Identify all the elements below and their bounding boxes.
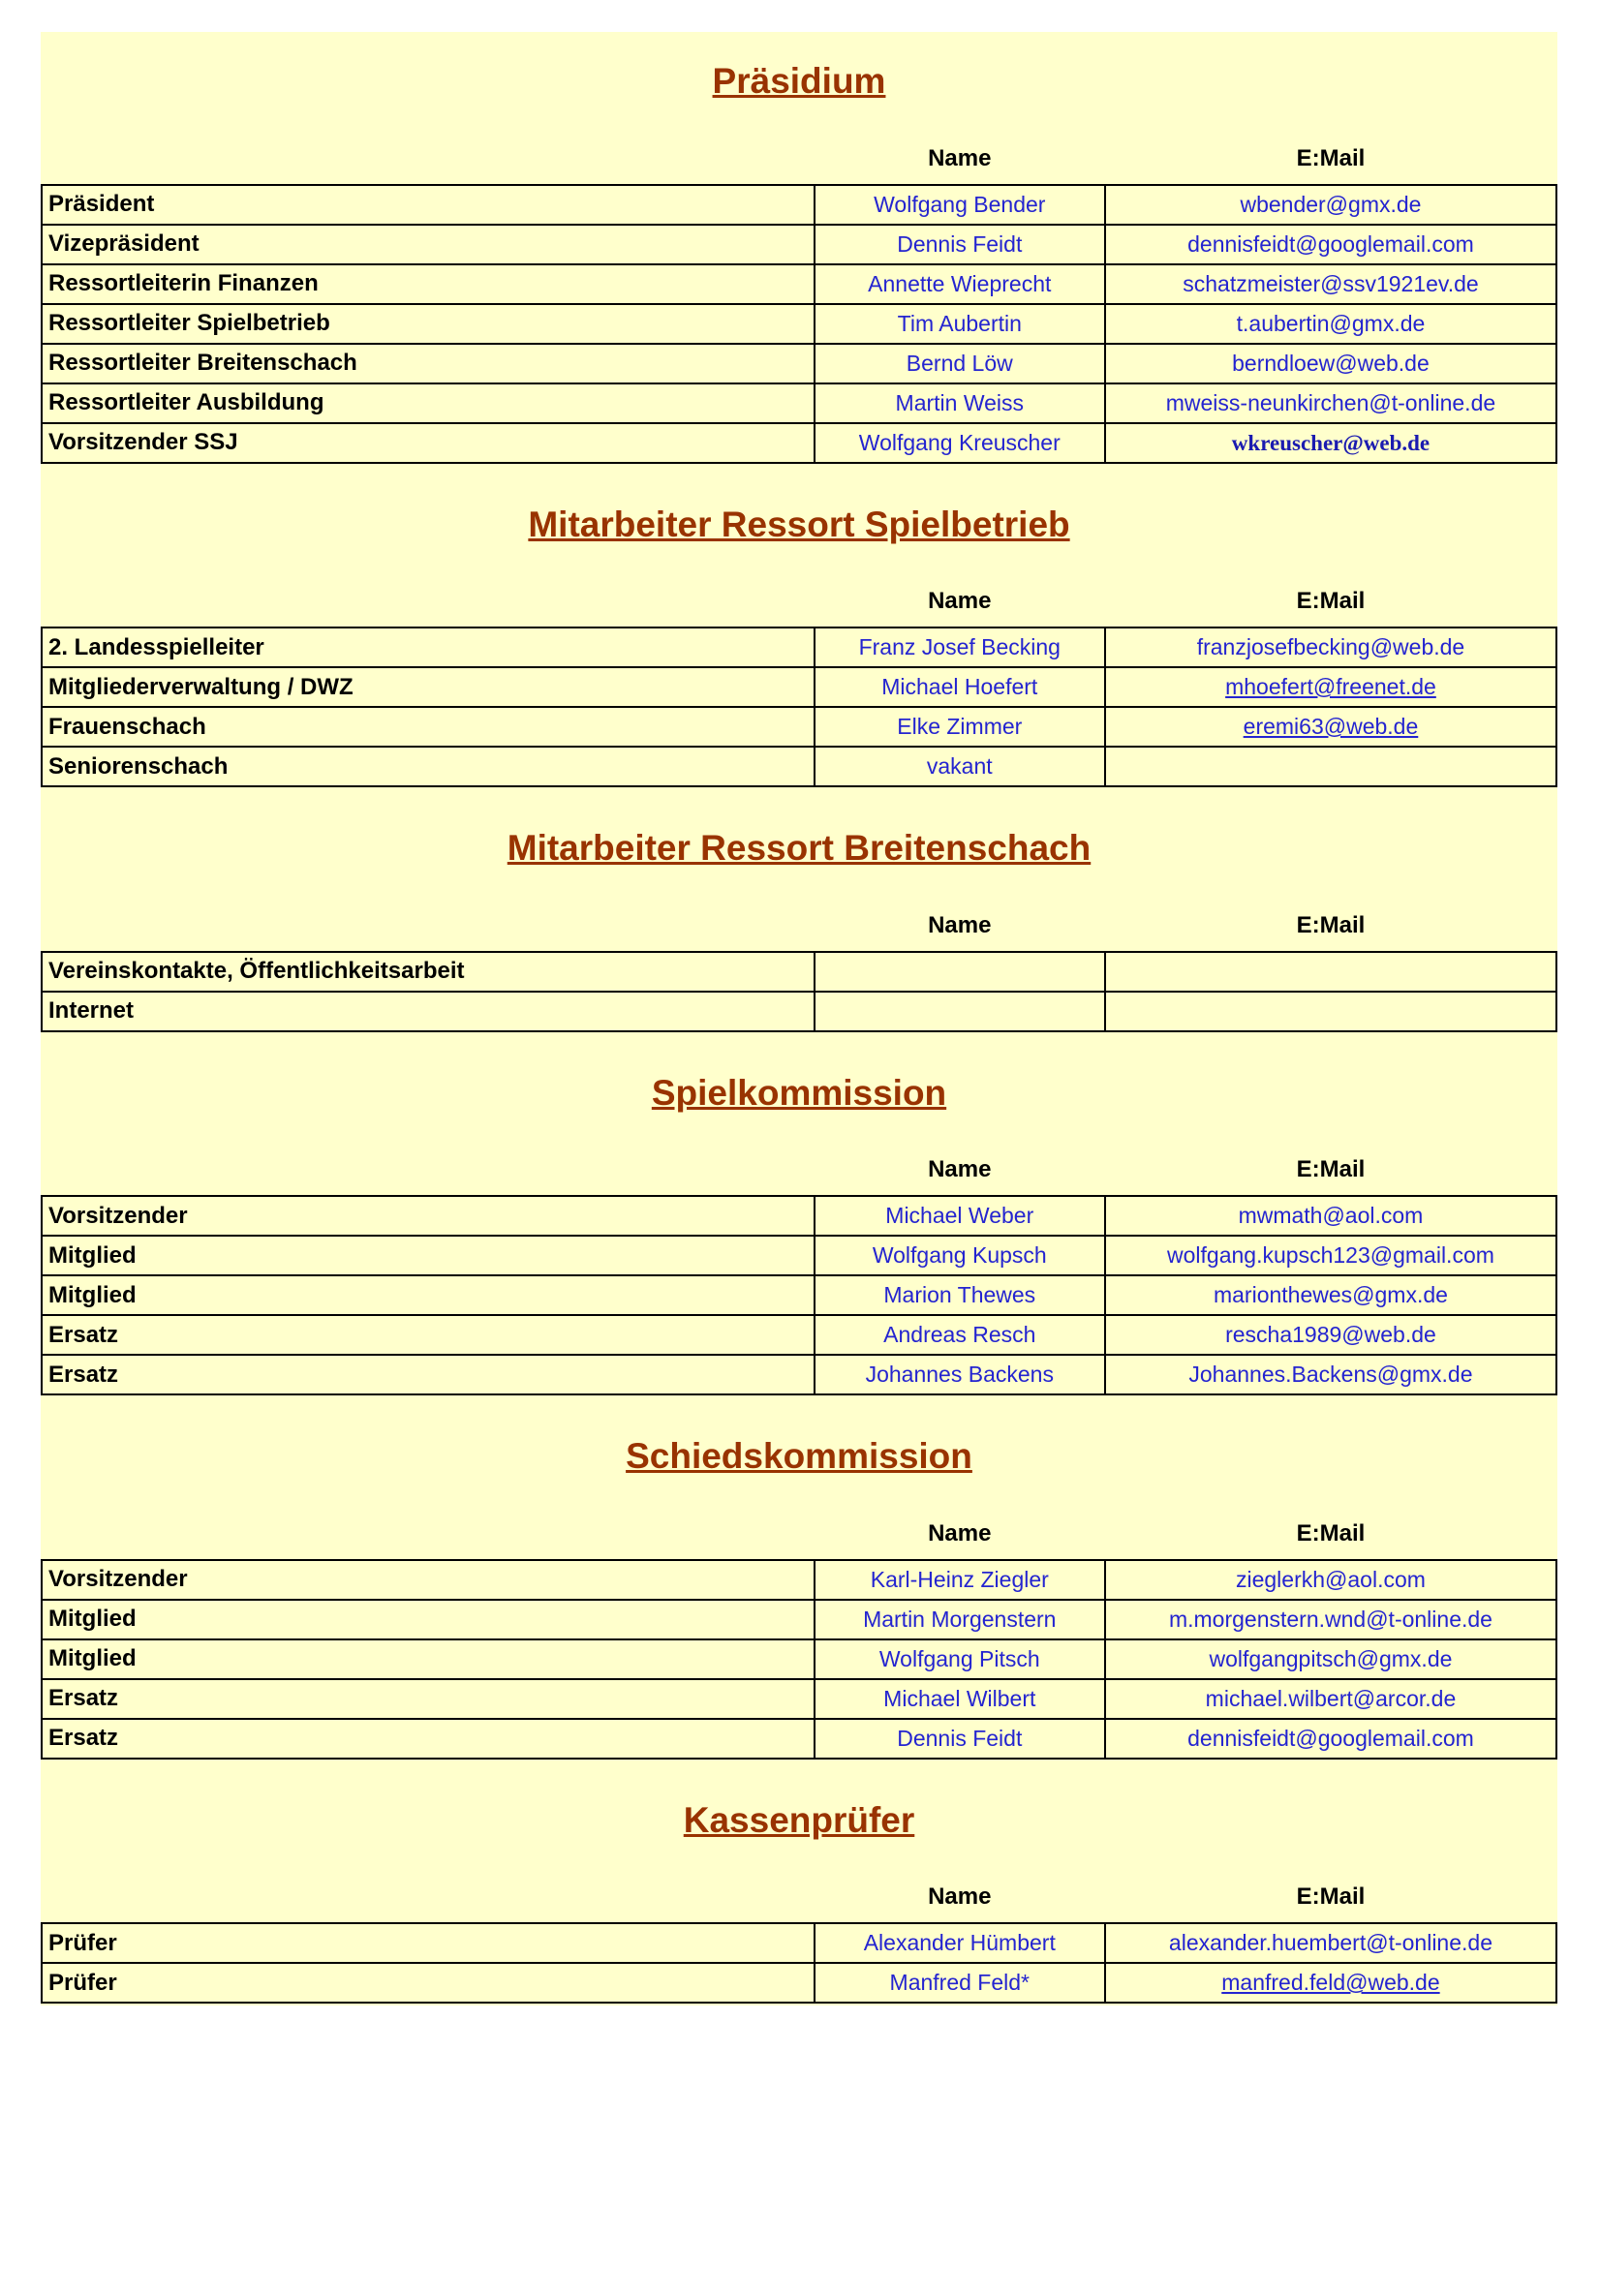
role-cell xyxy=(42,344,815,383)
table-row xyxy=(42,1639,1556,1679)
email-link[interactable]: marionthewes@gmx.de xyxy=(1213,1282,1448,1308)
name-cell xyxy=(815,1236,1105,1275)
section-title: Kassenprüfer xyxy=(683,1799,915,1840)
role-cell xyxy=(42,1923,815,1963)
table-row xyxy=(42,667,1556,707)
role-label: Vorsitzender SSJ xyxy=(48,429,238,456)
name-cell xyxy=(815,1719,1105,1759)
email-link[interactable]: dennisfeidt@googlemail.com xyxy=(1187,230,1474,257)
member-name: Martin Weiss xyxy=(895,389,1025,415)
role-label: Mitglied xyxy=(48,1606,137,1633)
column-header-email: E:Mail xyxy=(1296,588,1366,615)
column-header-name: Name xyxy=(928,1156,992,1183)
email-cell xyxy=(1105,1275,1556,1315)
table-row xyxy=(42,264,1556,304)
role-label: Ersatz xyxy=(48,1321,119,1348)
member-name: Wolfgang Kupsch xyxy=(872,1242,1047,1269)
role-cell xyxy=(42,1236,815,1275)
member-name: Manfred Feld* xyxy=(889,1970,1031,1996)
section-title: Mitarbeiter Ressort Spielbetrieb xyxy=(528,504,1070,544)
role-label: Vorsitzender xyxy=(48,1566,188,1593)
email-link[interactable]: eremi63@web.de xyxy=(1243,714,1419,740)
table-row xyxy=(42,1560,1556,1600)
role-cell xyxy=(42,1963,815,2003)
email-cell xyxy=(1105,707,1556,747)
section xyxy=(41,828,1557,1032)
role-label: Ressortleiter Spielbetrieb xyxy=(48,310,330,337)
email-cell xyxy=(1105,628,1556,667)
email-cell xyxy=(1105,1719,1556,1759)
table-row xyxy=(42,1923,1556,1963)
member-name: Bernd Löw xyxy=(906,350,1013,376)
email-link[interactable]: mhoefert@freenet.de xyxy=(1225,674,1436,700)
column-header-row xyxy=(42,145,1556,185)
section-title: Spielkommission xyxy=(651,1072,947,1113)
member-name: Alexander Hümbert xyxy=(863,1930,1056,1956)
email-link[interactable]: schatzmeister@ssv1921ev.de xyxy=(1183,270,1479,296)
column-header-row xyxy=(42,588,1556,628)
name-cell xyxy=(815,1315,1105,1355)
table-row xyxy=(42,1963,1556,2003)
section-table-body xyxy=(42,185,1556,463)
role-cell xyxy=(42,1196,815,1236)
content-area xyxy=(41,32,1557,2005)
role-label: Ersatz xyxy=(48,1725,119,1752)
email-link[interactable]: alexander.huembert@t-online.de xyxy=(1168,1930,1492,1956)
role-label: Internet xyxy=(48,997,135,1025)
name-cell xyxy=(815,423,1105,463)
email-cell xyxy=(1105,304,1556,344)
email-link[interactable]: mweiss-neunkirchen@t-online.de xyxy=(1165,389,1496,415)
email-cell xyxy=(1105,1355,1556,1394)
column-header-row xyxy=(42,1520,1556,1560)
name-cell xyxy=(815,344,1105,383)
role-label: Ressortleiter Breitenschach xyxy=(48,350,357,377)
role-cell xyxy=(42,747,815,786)
role-cell xyxy=(42,1355,815,1394)
role-label: Ersatz xyxy=(48,1685,119,1712)
column-header-row xyxy=(42,1156,1556,1196)
table-row xyxy=(42,707,1556,747)
name-cell xyxy=(815,747,1105,786)
email-link[interactable]: mwmath@aol.com xyxy=(1238,1203,1424,1229)
table-row xyxy=(42,1196,1556,1236)
role-label: Seniorenschach xyxy=(48,752,229,780)
name-cell xyxy=(815,264,1105,304)
column-header-email: E:Mail xyxy=(1296,1519,1366,1546)
email-cell xyxy=(1105,264,1556,304)
email-cell xyxy=(1105,992,1556,1031)
email-link[interactable]: Johannes.Backens@gmx.de xyxy=(1188,1362,1473,1388)
email-cell xyxy=(1105,225,1556,264)
role-label: 2. Landesspielleiter xyxy=(48,633,264,660)
column-header-role xyxy=(42,145,815,185)
name-cell xyxy=(815,1560,1105,1600)
email-cell xyxy=(1105,667,1556,707)
email-cell xyxy=(1105,383,1556,423)
table-row xyxy=(42,383,1556,423)
role-cell xyxy=(42,1639,815,1679)
table-row xyxy=(42,1236,1556,1275)
name-cell xyxy=(815,992,1105,1031)
name-cell xyxy=(815,1196,1105,1236)
section-table xyxy=(41,912,1557,1032)
member-name: Wolfgang Bender xyxy=(874,191,1046,217)
name-cell xyxy=(815,707,1105,747)
role-cell xyxy=(42,1315,815,1355)
email-link[interactable]: dennisfeidt@googlemail.com xyxy=(1187,1725,1474,1751)
role-label: Mitgliederverwaltung / DWZ xyxy=(48,673,354,700)
email-cell xyxy=(1105,952,1556,992)
role-label: Vereinskontakte, Öffentlichkeitsarbeit xyxy=(48,958,465,985)
name-cell xyxy=(815,383,1105,423)
column-header-name: Name xyxy=(928,1519,992,1546)
name-cell xyxy=(815,667,1105,707)
member-name: Michael Hoefert xyxy=(881,674,1038,700)
role-label: Ressortleiter Ausbildung xyxy=(48,389,324,416)
email-link[interactable]: zieglerkh@aol.com xyxy=(1235,1566,1426,1592)
table-row xyxy=(42,1355,1556,1394)
email-cell xyxy=(1105,1923,1556,1963)
email-link[interactable]: michael.wilbert@arcor.de xyxy=(1205,1685,1457,1711)
name-cell xyxy=(815,952,1105,992)
name-cell xyxy=(815,1639,1105,1679)
section-table-body xyxy=(42,628,1556,786)
table-row xyxy=(42,992,1556,1031)
role-label: Frauenschach xyxy=(48,713,206,740)
email-link[interactable]: wbender@gmx.de xyxy=(1240,191,1422,217)
column-header-email: E:Mail xyxy=(1296,1156,1366,1183)
name-cell xyxy=(815,1679,1105,1719)
role-cell xyxy=(42,1275,815,1315)
email-cell xyxy=(1105,1679,1556,1719)
email-link[interactable]: wolfgang.kupsch123@gmail.com xyxy=(1167,1242,1494,1269)
name-cell xyxy=(815,1963,1105,2003)
role-cell xyxy=(42,185,815,225)
role-label: Vorsitzender xyxy=(48,1202,188,1229)
role-label: Prüfer xyxy=(48,1969,117,1996)
name-cell xyxy=(815,304,1105,344)
column-header-role xyxy=(42,1156,815,1196)
role-cell xyxy=(42,383,815,423)
role-cell xyxy=(42,1679,815,1719)
role-label: Präsident xyxy=(48,191,155,218)
email-link[interactable]: berndloew@web.de xyxy=(1232,350,1430,376)
table-row xyxy=(42,628,1556,667)
email-link[interactable]: t.aubertin@gmx.de xyxy=(1236,310,1426,336)
member-name: vakant xyxy=(926,753,993,780)
email-cell xyxy=(1105,1600,1556,1639)
email-link[interactable]: rescha1989@web.de xyxy=(1225,1322,1436,1348)
table-row xyxy=(42,423,1556,463)
section-table xyxy=(41,1883,1557,2004)
sections-root xyxy=(41,61,1557,2004)
member-name: Annette Wieprecht xyxy=(868,270,1052,296)
email-cell xyxy=(1105,423,1556,463)
role-cell xyxy=(42,225,815,264)
role-cell xyxy=(42,1600,815,1639)
column-header-name: Name xyxy=(928,911,992,938)
section xyxy=(41,1073,1557,1396)
role-cell xyxy=(42,1719,815,1759)
member-name: Johannes Backens xyxy=(865,1362,1054,1388)
table-row xyxy=(42,225,1556,264)
section-title: Schiedskommission xyxy=(626,1436,972,1477)
table-row xyxy=(42,747,1556,786)
column-header-name: Name xyxy=(928,588,992,615)
role-label: Vizepräsident xyxy=(48,230,200,258)
email-cell xyxy=(1105,1196,1556,1236)
table-row xyxy=(42,1275,1556,1315)
column-header-name: Name xyxy=(928,144,992,171)
email-link[interactable]: m.morgenstern.wnd@t-online.de xyxy=(1168,1606,1492,1632)
role-label: Mitglied xyxy=(48,1281,137,1308)
section-table xyxy=(41,1156,1557,1395)
table-row xyxy=(42,1600,1556,1639)
section-table xyxy=(41,145,1557,464)
member-name: Martin Morgenstern xyxy=(863,1606,1057,1632)
role-cell xyxy=(42,992,815,1031)
email-link[interactable]: manfred.feld@web.de xyxy=(1221,1970,1440,1996)
email-cell xyxy=(1105,747,1556,786)
name-cell xyxy=(815,1275,1105,1315)
email-cell xyxy=(1105,1236,1556,1275)
role-cell xyxy=(42,423,815,463)
role-cell xyxy=(42,304,815,344)
email-cell xyxy=(1105,185,1556,225)
member-name: Dennis Feidt xyxy=(897,1725,1023,1751)
section-table-body xyxy=(42,952,1556,1031)
section-table-body xyxy=(42,1196,1556,1394)
column-header-email: E:Mail xyxy=(1296,911,1366,938)
name-cell xyxy=(815,1600,1105,1639)
member-name: Michael Wilbert xyxy=(883,1685,1036,1711)
role-label: Mitglied xyxy=(48,1645,137,1672)
role-cell xyxy=(42,628,815,667)
member-name: Tim Aubertin xyxy=(897,310,1022,336)
member-name: Karl-Heinz Ziegler xyxy=(870,1566,1049,1592)
member-name: Elke Zimmer xyxy=(897,714,1023,740)
section-title: Mitarbeiter Ressort Breitenschach xyxy=(507,828,1092,869)
member-name: Wolfgang Pitsch xyxy=(878,1645,1040,1671)
role-cell xyxy=(42,1560,815,1600)
column-header-role xyxy=(42,1883,815,1923)
email-link[interactable]: wolfgangpitsch@gmx.de xyxy=(1209,1645,1453,1671)
email-cell xyxy=(1105,1315,1556,1355)
column-header-role xyxy=(42,588,815,628)
column-header-email: E:Mail xyxy=(1296,1883,1366,1911)
section xyxy=(41,505,1557,788)
table-row xyxy=(42,952,1556,992)
table-row xyxy=(42,1719,1556,1759)
name-cell xyxy=(815,225,1105,264)
column-header-email: E:Mail xyxy=(1296,144,1366,171)
column-header-role xyxy=(42,912,815,952)
member-name: Michael Weber xyxy=(885,1203,1034,1229)
name-cell xyxy=(815,628,1105,667)
table-row xyxy=(42,344,1556,383)
member-name: Dennis Feidt xyxy=(897,230,1023,257)
section xyxy=(41,1436,1557,1760)
table-row xyxy=(42,1315,1556,1355)
role-label: Ressortleiterin Finanzen xyxy=(48,270,319,297)
role-cell xyxy=(42,667,815,707)
section xyxy=(41,61,1557,464)
role-label: Mitglied xyxy=(48,1241,137,1269)
email-cell xyxy=(1105,344,1556,383)
email-link[interactable]: franzjosefbecking@web.de xyxy=(1196,634,1465,660)
section-table xyxy=(41,1520,1557,1760)
email-link[interactable]: wkreuscher@web.de xyxy=(1231,430,1431,455)
table-row xyxy=(42,304,1556,344)
role-cell xyxy=(42,707,815,747)
section xyxy=(41,1800,1557,2005)
email-cell xyxy=(1105,1639,1556,1679)
name-cell xyxy=(815,1355,1105,1394)
section-title: Präsidium xyxy=(712,61,886,101)
name-cell xyxy=(815,185,1105,225)
email-cell xyxy=(1105,1560,1556,1600)
role-label: Ersatz xyxy=(48,1361,119,1388)
role-label: Prüfer xyxy=(48,1929,117,1956)
member-name: Andreas Resch xyxy=(883,1322,1036,1348)
role-cell xyxy=(42,264,815,304)
column-header-row xyxy=(42,1883,1556,1923)
name-cell xyxy=(815,1923,1105,1963)
member-name: Wolfgang Kreuscher xyxy=(858,429,1061,455)
column-header-role xyxy=(42,1520,815,1560)
table-row xyxy=(42,1679,1556,1719)
column-header-row xyxy=(42,912,1556,952)
email-cell xyxy=(1105,1963,1556,2003)
member-name: Franz Josef Becking xyxy=(858,634,1061,660)
section-table-body xyxy=(42,1923,1556,2003)
section-table-body xyxy=(42,1560,1556,1759)
table-row xyxy=(42,185,1556,225)
role-cell xyxy=(42,952,815,992)
member-name: Marion Thewes xyxy=(883,1282,1036,1308)
column-header-name: Name xyxy=(928,1883,992,1911)
section-table xyxy=(41,588,1557,787)
